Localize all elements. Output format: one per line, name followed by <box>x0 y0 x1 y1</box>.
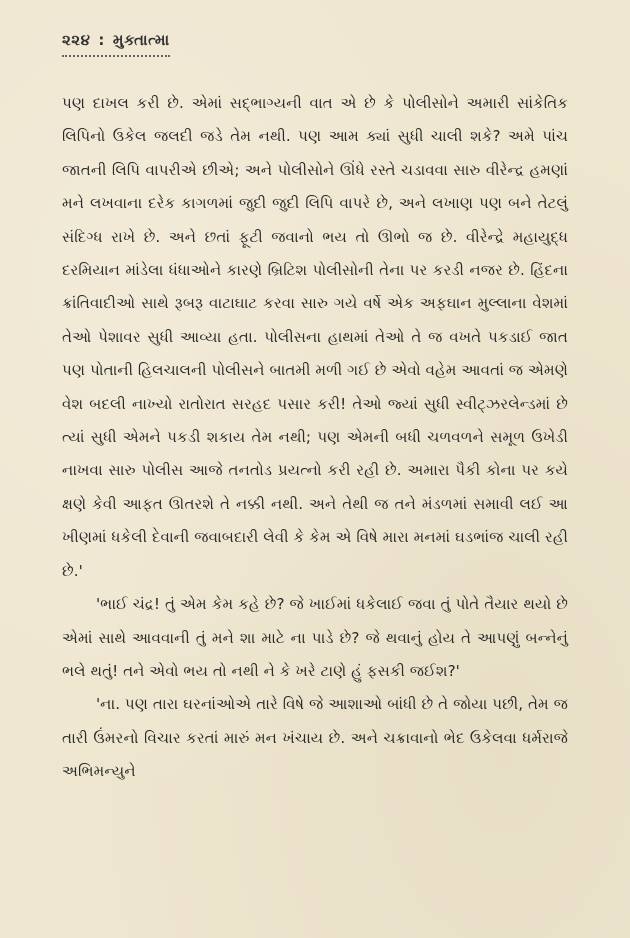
paragraph-dialogue-1: 'ભાઈ ચંદ્ર! તું એમ કેમ કહે છે? જે ખાઈમાં ધકેલાઈ જવા તું પોતે તૈયાર થયો છે એમાં સાથે આવવાની તું મને શા માટે ના પાડે છે? જે થવાનું હોય તે આપણું બન્નેનું ભલે થતું! તને એવો ભય તો નથી ને કે ખરે ટાણે હું ફસકી જઈશ?' <box>62 595 568 680</box>
book-title: મુક્તાત્મા <box>112 31 170 49</box>
header-separator: : <box>98 31 105 49</box>
paragraph-continued: પણ દાખલ કરી છે. એમાં સદ્ભાગ્યની વાત એ છે કે પોલીસોને અમારી સાંકેતિક લિપિનો ઉકેલ જલદી જડે તેમ નથી. પણ આમ ક્યાં સુધી ચાલી શકે? અમે પાંચ જાતની લિપિ વાપરીએ છીએ; અને પોલીસોને ઊંધે રસ્તે ચડાવવા સારુ વીરેન્દ્ર હમણાં મને લખવાના દરેક કાગળમાં જુદી જુદી લિપિ વાપરે છે, અને લખાણ પણ બને તેટલું સંદિગ્ધ રાખે છે. અને છતાં ફૂટી જવાનો ભય તો ઊભો જ છે. વીરેન્દ્રે મહાયુદ્ધ દરમિયાન માંડેલા ધંધાઓને કારણે બ્રિટિશ પોલીસોની તેના પર કરડી નજર છે. હિંદના ક્રાંતિવાદીઓ સાથે રૂબરૂ વાટાઘાટ કરવા સારુ ગયે વર્ષે એક અફઘાન મુલ્લાના વેશમાં તેઓ પેશાવર સુધી આવ્યા હતા. પોલીસના હાથમાં તેઓ તે જ વખતે પકડાઈ જાત પણ પોતાની હિલચાલની પોલીસને બાતમી મળી ગઈ છે એવો વહેમ આવતાં જ એમણે વેશ બદલી નાખ્યો રાતોરાત સરહદ પસાર કરી! તેઓ જ્યાં સુધી સ્વીટ્ઝરલેન્ડમાં છે ત્યાં સુધી એમને પકડી શકાય તેમ નથી; પણ એમની બધી ચળવળને સમૂળ ઉખેડી નાખવા સારુ પોલીસ આજે તનતોડ પ્રયત્નો કરી રહી છે. અમારા પૈકી કોના પર કયે ક્ષણે કેવી આફત ઊતરશે તે નક્કી નથી. અને તેથી જ તને મંડળમાં સમાવી લઈ આ ખીણમાં ધકેલી દેવાની જવાબદારી લેવી કે કેમ એ વિષે મારા મનમાં ઘડભાંજ ચાલી રહી છે.' <box>62 94 568 580</box>
page-number: ૨૨૪ <box>62 31 91 49</box>
running-header <box>62 31 170 57</box>
paragraph-dialogue-2: 'ના. પણ તારા ઘરનાંઓએ તારે વિષે જે આશાઓ બાંધી છે તે જોયા પછી, તેમ જ તારી ઉંમરનો વિચાર કરતાં મારું મન ખંચાય છે. અને ચક્રાવાનો ભેદ ઉકેલવા ધર્મરાજે અભિમન્યુને <box>62 695 568 781</box>
body-text <box>62 87 568 789</box>
